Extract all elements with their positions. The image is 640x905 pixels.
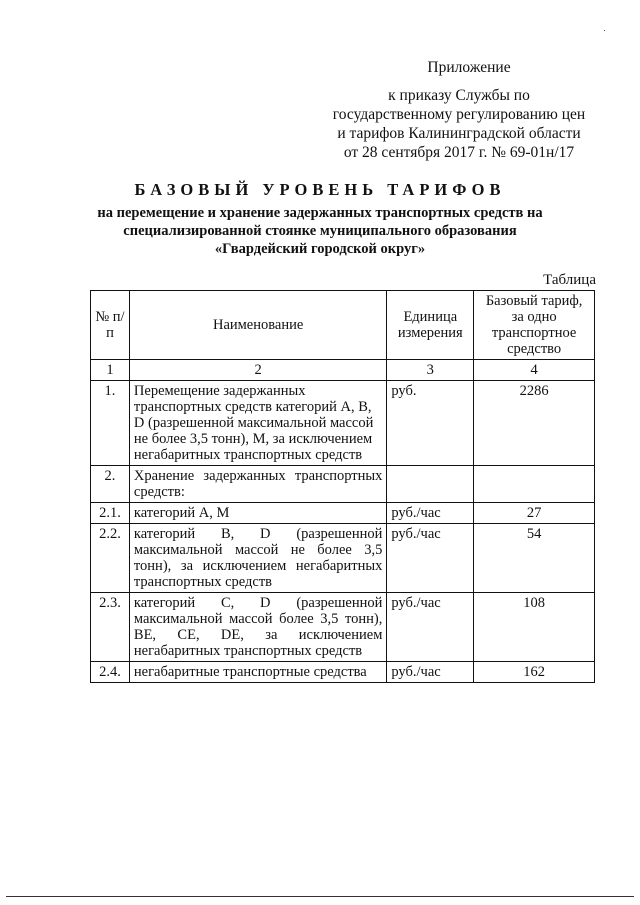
document-subtitle-line: на перемещение и хранение задержанных транспортных средств на: [97, 205, 543, 221]
table-index-row: [91, 360, 595, 381]
row-num: 2.2.: [91, 524, 130, 593]
row-name: категорий A, M: [129, 503, 386, 524]
table-row: [91, 524, 595, 593]
row-tariff: 2286: [474, 381, 595, 466]
row-unit: руб./час: [387, 593, 474, 662]
table-row: [91, 662, 595, 683]
row-tariff: 27: [474, 503, 595, 524]
row-name: Хранение задержанных транспортных средств:: [129, 466, 386, 503]
tariff-table: [90, 290, 595, 683]
index-cell: 2: [129, 360, 386, 381]
row-tariff: 162: [474, 662, 595, 683]
header-name: Наименование: [129, 291, 386, 360]
scan-speck: [604, 30, 605, 31]
row-name: категорий C, D (разрешенной максимальной массой более 3,5 тонн), BE, CE, DE, за исключением негабаритных транспортных средств: [129, 593, 386, 662]
table-row: [91, 381, 595, 466]
row-name: негабаритные транспортные средства: [129, 662, 386, 683]
document-title: БАЗОВЫЙ УРОВЕНЬ ТАРИФОВ: [134, 180, 506, 199]
row-unit: руб./час: [387, 503, 474, 524]
table-caption: Таблица: [543, 272, 596, 288]
row-tariff: 108: [474, 593, 595, 662]
row-unit: руб./час: [387, 662, 474, 683]
row-num: 2.3.: [91, 593, 130, 662]
header-num: № п/п: [91, 291, 130, 360]
index-cell: 1: [91, 360, 130, 381]
appendix-line: и тарифов Калининградской области: [337, 125, 581, 142]
page-bottom-rule: [6, 896, 634, 897]
table-row: [91, 503, 595, 524]
row-num: 1.: [91, 381, 130, 466]
document-subtitle-line: «Гвардейский городской округ»: [214, 241, 426, 257]
row-unit: руб./час: [387, 524, 474, 593]
document-title-block: [40, 180, 600, 258]
index-cell: 4: [474, 360, 595, 381]
table-header-row: [91, 291, 595, 360]
appendix-header: [318, 58, 600, 162]
table-row: [91, 466, 595, 503]
row-name: Перемещение задержанных транспортных средств категорий A, B, D (разрешенной максимальной массой не более 3,5 тонн), M, за исключением негабаритных транспортных средств: [129, 381, 386, 466]
row-tariff: [474, 466, 595, 503]
row-num: 2.1.: [91, 503, 130, 524]
row-unit: руб.: [387, 381, 474, 466]
appendix-order-date: от 28 сентября 2017 г. № 69-01н/17: [343, 144, 575, 161]
index-cell: 3: [387, 360, 474, 381]
header-unit: Единица измерения: [387, 291, 474, 360]
row-tariff: 54: [474, 524, 595, 593]
table-row: [91, 593, 595, 662]
header-tariff: Базовый тариф, за одно транспортное средство: [474, 291, 595, 360]
row-unit: [387, 466, 474, 503]
row-num: 2.: [91, 466, 130, 503]
appendix-title: Приложение: [427, 59, 511, 76]
appendix-line: государственному регулированию цен: [332, 106, 586, 123]
document-subtitle-line: специализированной стоянке муниципального образования: [123, 223, 517, 239]
appendix-line: к приказу Службы по: [388, 87, 530, 104]
row-num: 2.4.: [91, 662, 130, 683]
row-name: категорий B, D (разрешенной максимальной массой не более 3,5 тонн), за исключением негабаритных транспортных средств: [129, 524, 386, 593]
